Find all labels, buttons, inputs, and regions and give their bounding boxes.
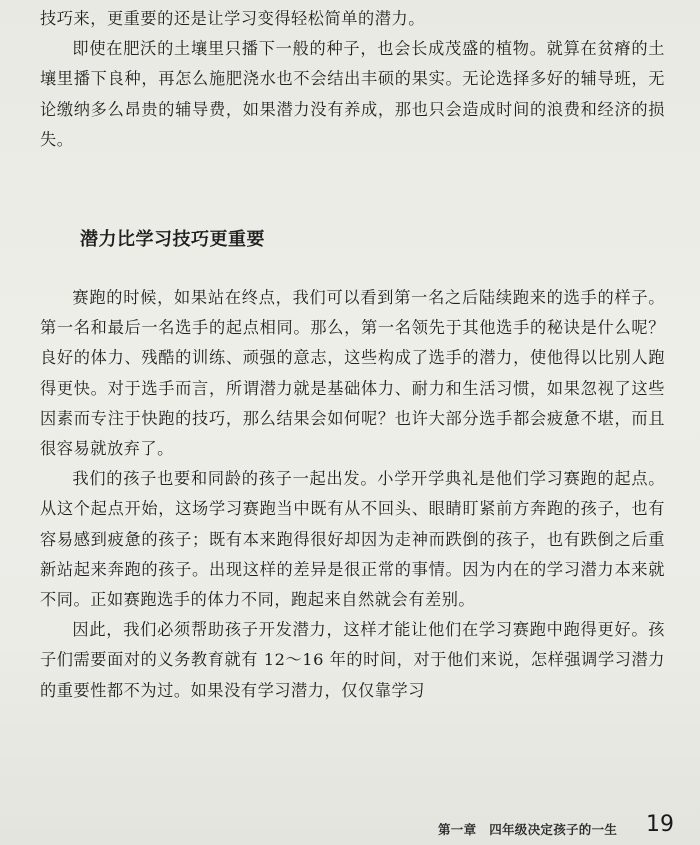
- section-heading: 潜力比学习技巧更重要: [80, 229, 265, 250]
- paragraph: 我们的孩子也要和同龄的孩子一起出发。小学开学典礼是他们学习赛跑的起点。从这个起点开始，这场学习赛跑当中既有从不回头、眼睛盯紧前方奔跑的孩子，也有容易感到疲惫的孩子；既有本来跑得很好却因为走神而跌倒的孩子，也有跌倒之后重新站起来奔跑的孩子。出现这样的差异是很正常的事情。因为内在的学习潜力本来就不同。正如赛跑选手的体力不同，跑起来自然就会有差别。: [40, 469, 665, 610]
- paragraph: 技巧来，更重要的还是让学习变得轻松简单的潜力。: [40, 9, 425, 28]
- paragraph: 因此，我们必须帮助孩子开发潜力，这样才能让他们在学习赛跑中跑得更好。孩子们需要面对的义务教育就有 12～16 年的时间，对于他们来说，怎样强调学习潜力的重要性都不为过。如果没有学习潜力，仅仅靠学习: [40, 620, 665, 700]
- running-footer-chapter: 第一章 四年级决定孩子的一生: [438, 822, 618, 837]
- paragraph: 赛跑的时候，如果站在终点，我们可以看到第一名之后陆续跑来的选手的样子。第一名和最后一名选手的起点相同。那么，第一名领先于其他选手的秘诀是什么呢？良好的体力、残酷的训练、顽强的意志，这些构成了选手的潜力，使他得以比别人跑得更快。对于选手而言，所谓潜力就是基础体力、耐力和生活习惯，如果忽视了这些因素而专注于快跑的技巧，那么结果会如何呢？也许大部分选手都会疲惫不堪，而且很容易就放弃了。: [40, 288, 665, 459]
- paragraph: 即使在肥沃的土壤里只播下一般的种子，也会长成茂盛的植物。就算在贫瘠的土壤里播下良种，再怎么施肥浇水也不会结出丰硕的果实。无论选择多好的辅导班，无论缴纳多么昂贵的辅导费，如果潜力没有养成，那也只会造成时间的浪费和经济的损失。: [40, 39, 665, 149]
- top-text-block: [40, 4, 665, 155]
- page-number: 19: [646, 812, 674, 837]
- main-text-block: [40, 283, 665, 706]
